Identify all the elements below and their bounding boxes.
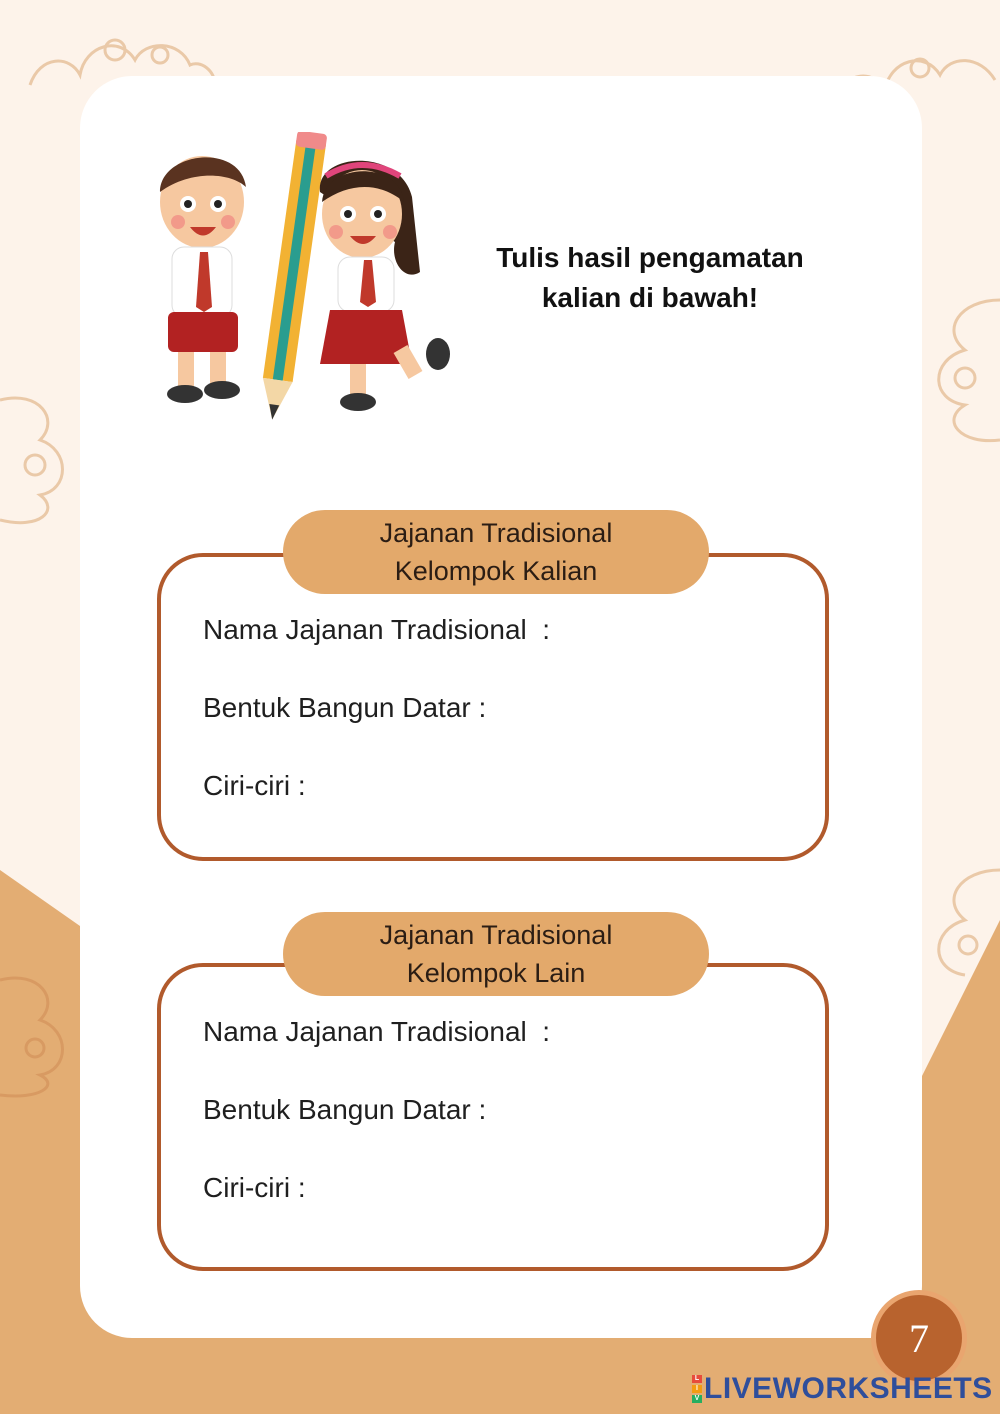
students-pencil-illustration: [150, 132, 460, 427]
logo-letter: I: [692, 1385, 702, 1393]
instruction-line-1: Tulis hasil pengamatan: [496, 242, 804, 273]
instruction-line-2: kalian di bawah!: [541, 282, 759, 313]
field-flat-shape[interactable]: Bentuk Bangun Datar :: [203, 692, 487, 723]
field-flat-shape[interactable]: Bentuk Bangun Datar :: [203, 1094, 487, 1125]
instruction-heading: [462, 238, 838, 318]
liveworksheets-text: LIVEWORKSHEETS: [704, 1372, 993, 1405]
box-title-line-1: Jajanan Tradisional: [379, 920, 613, 950]
field-snack-name[interactable]: Nama Jajanan Tradisional :: [203, 614, 551, 645]
field-snack-name[interactable]: Nama Jajanan Tradisional :: [203, 1016, 551, 1047]
cloud-ornament-bottom-left: [0, 960, 80, 1100]
box-title-other-group: [283, 912, 709, 996]
logo-letter: L: [692, 1375, 702, 1383]
cloud-ornament-left: [0, 380, 80, 530]
logo-letter: V: [692, 1395, 702, 1403]
liveworksheets-watermark: [692, 1372, 993, 1406]
box-title-line-2: Kelompok Lain: [406, 958, 586, 988]
cloud-ornament-right-lower: [920, 860, 1000, 1000]
cloud-ornament-right: [920, 290, 1000, 450]
field-characteristics[interactable]: Ciri-ciri :: [203, 770, 306, 801]
box-title-own-group: [283, 510, 709, 594]
field-characteristics[interactable]: Ciri-ciri :: [203, 1172, 306, 1203]
liveworksheets-logo-icon: [692, 1374, 702, 1404]
page-number: 7: [909, 1315, 929, 1361]
box-title-line-1: Jajanan Tradisional: [379, 518, 613, 548]
box-title-line-2: Kelompok Kalian: [394, 556, 598, 586]
